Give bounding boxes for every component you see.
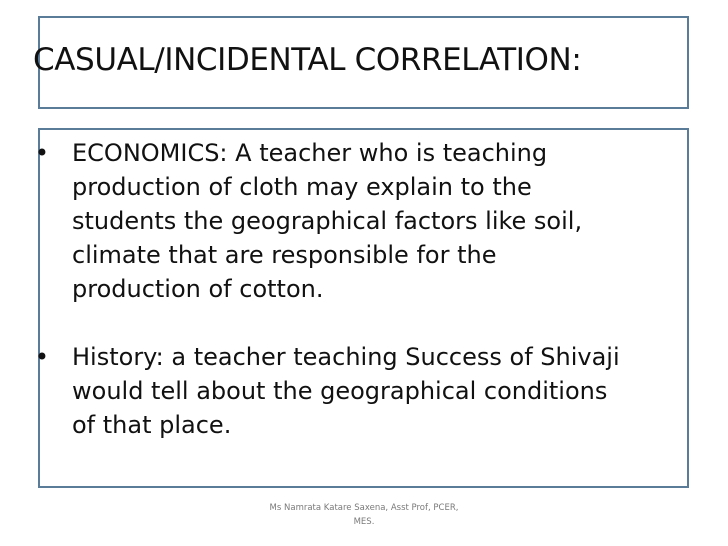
bullet-text-line: students the geographical factors like soil, [72, 207, 583, 235]
bullet-text-line: of that place. [72, 411, 232, 439]
slide-footer [236, 501, 492, 529]
slide-title: CASUAL/INCIDENTAL CORRELATION: [33, 42, 582, 78]
bullet-text-line: ECONOMICS: A teacher who is teaching [72, 139, 548, 167]
footer-author-line: Ms Namrata Katare Saxena, Asst Prof, PCER, [269, 503, 459, 513]
bullet-text-line: production of cotton. [72, 275, 324, 303]
bullet-text-line: production of cloth may explain to the [72, 173, 532, 201]
bullet-item-history [34, 340, 620, 442]
bullet-text-line: History: a teacher teaching Success of Shivaji [72, 343, 620, 371]
bullet-marker: • [34, 139, 50, 167]
bullet-marker: • [34, 343, 50, 371]
bullet-text-line: climate that are responsible for the [72, 241, 497, 269]
footer-org-line: MES. [353, 517, 375, 527]
bullet-text-line: would tell about the geographical conditions [72, 377, 608, 405]
bullet-item-economics [34, 136, 583, 306]
